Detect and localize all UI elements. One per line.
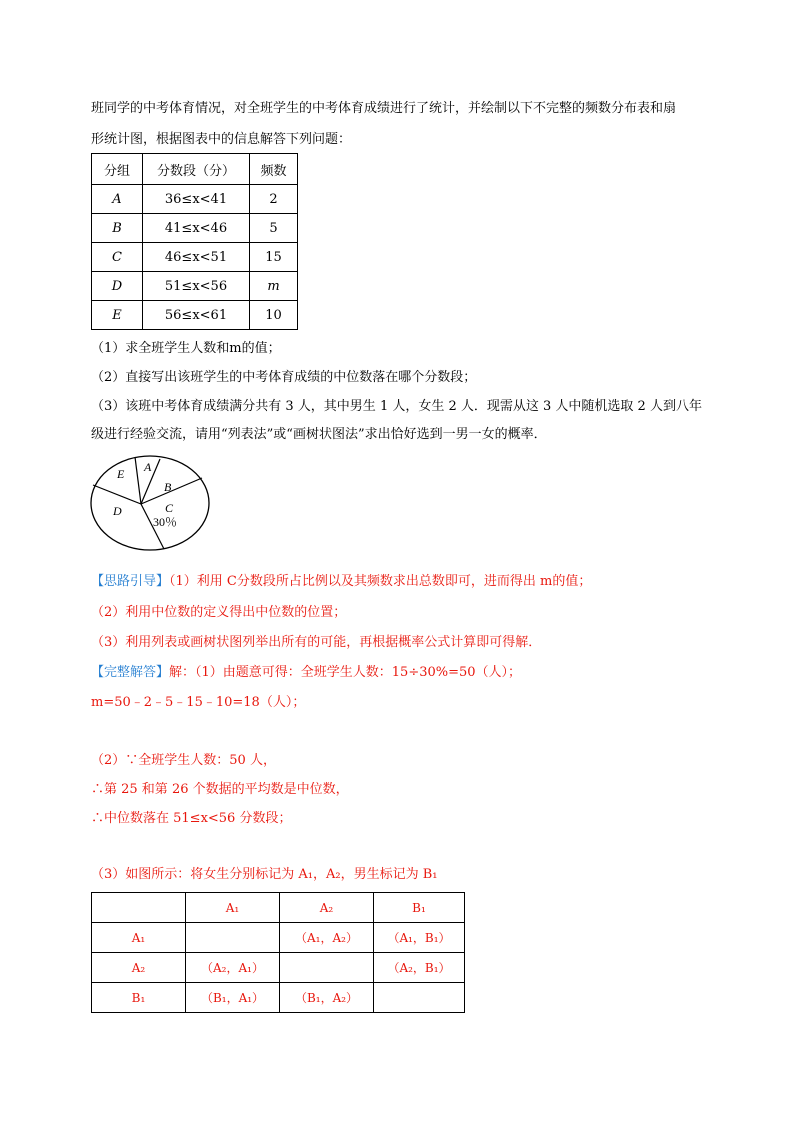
hint-line-1 xyxy=(91,573,591,591)
table-cell: （A₁，B₁） xyxy=(374,923,465,953)
range-cell: 41≤x<46 xyxy=(143,214,250,243)
group-cell: A xyxy=(92,185,143,214)
table-cell: B₁ xyxy=(92,983,186,1013)
answer-part3-line-1: （3）如图所示：将女生分别标记为 A₁，A₂，男生标记为 B₁ xyxy=(91,867,438,882)
table-cell xyxy=(374,983,465,1013)
pie-label-c-percent: 30％ xyxy=(153,515,178,529)
range-cell: 46≤x<51 xyxy=(143,243,250,272)
table-cell: （B₁，A₂） xyxy=(280,983,374,1013)
header-cell: 分组 xyxy=(92,154,143,185)
hint-line-2: （2）利用中位数的定义得出中位数的位置； xyxy=(91,605,347,620)
question-1: （1）求全班学生人数和m的值； xyxy=(91,341,281,356)
question-3-line-2: 级进行经验交流，请用“列表法”或“画树状图法”求出恰好选到一男一女的概率． xyxy=(91,427,547,442)
header-cell: A₂ xyxy=(280,893,374,923)
answer-table xyxy=(91,892,465,1013)
header-cell: 频数 xyxy=(250,154,298,185)
count-cell: 5 xyxy=(250,214,298,243)
table-cell: （A₂，A₁） xyxy=(186,953,280,983)
pie-label-a: A xyxy=(144,460,152,474)
header-cell: B₁ xyxy=(374,893,465,923)
answer-line-2: m=50﹣2﹣5﹣15﹣10=18（人）； xyxy=(91,695,306,710)
pie-label-c: C xyxy=(165,501,174,515)
answer-tag: 【完整解答】 xyxy=(91,665,170,680)
group-cell: C xyxy=(92,243,143,272)
table-cell xyxy=(280,953,374,983)
count-cell: 15 xyxy=(250,243,298,272)
question-3-line-1: （3）该班中考体育成绩满分共有 3 人，其中男生 1 人，女生 2 人．现需从这 3 人中随机选取 2 人到八年 xyxy=(91,399,702,414)
group-cell: D xyxy=(92,272,143,301)
count-cell: 10 xyxy=(250,301,298,330)
table-cell: A₂ xyxy=(92,953,186,983)
answer-part2-line-1: （2）∵全班学生人数：50 人， xyxy=(91,753,276,768)
table-cell: （A₂，B₁） xyxy=(374,953,465,983)
table-header-row xyxy=(92,154,298,185)
group-cell: B xyxy=(92,214,143,243)
table-header-row xyxy=(92,893,465,923)
table-row xyxy=(92,272,298,301)
range-cell: 51≤x<56 xyxy=(143,272,250,301)
table-cell: （B₁，A₁） xyxy=(186,983,280,1013)
table-cell: （A₁，A₂） xyxy=(280,923,374,953)
range-cell: 36≤x<41 xyxy=(143,185,250,214)
table-cell xyxy=(186,923,280,953)
question-2: （2）直接写出该班学生的中考体育成绩的中位数落在哪个分数段； xyxy=(91,370,477,385)
table-row xyxy=(92,301,298,330)
intro-line-1: 班同学的中考体育情况，对全班学生的中考体育成绩进行了统计，并绘制以下不完整的频数分布表和扇 xyxy=(91,101,677,116)
intro-line-2: 形统计图，根据图表中的信息解答下列问题： xyxy=(91,132,352,147)
pie-divider-ea xyxy=(135,457,141,504)
range-cell: 56≤x<61 xyxy=(143,301,250,330)
pie-label-b: B xyxy=(164,480,172,494)
pie-label-d: D xyxy=(113,504,122,518)
header-cell: 分数段（分） xyxy=(143,154,250,185)
table-row xyxy=(92,185,298,214)
hint-line-3: （3）利用列表或画树状图列举出所有的可能，再根据概率公式计算即可得解． xyxy=(91,635,542,650)
table-row xyxy=(92,214,298,243)
table-row xyxy=(92,923,465,953)
count-cell: 2 xyxy=(250,185,298,214)
pie-label-e: E xyxy=(117,467,125,481)
answer-text-1: 解：（1）由题意可得：全班学生人数：15÷30%=50（人）； xyxy=(169,665,522,680)
table-row xyxy=(92,243,298,272)
answer-part2-line-3: ∴中位数落在 51≤x<56 分数段； xyxy=(91,811,292,826)
group-cell: E xyxy=(92,301,143,330)
answer-part2-line-2: ∴第 25 和第 26 个数据的平均数是中位数， xyxy=(91,782,349,797)
header-cell xyxy=(92,893,186,923)
answer-line-1 xyxy=(91,664,521,682)
table-cell: A₁ xyxy=(92,923,186,953)
frequency-table xyxy=(91,153,298,330)
hint-tag: 【思路引导】 xyxy=(91,574,170,589)
table-row xyxy=(92,953,465,983)
pie-diagram xyxy=(88,455,218,555)
table-row xyxy=(92,983,465,1013)
count-cell: m xyxy=(250,272,298,301)
header-cell: A₁ xyxy=(186,893,280,923)
pie-divider-de xyxy=(93,485,141,504)
hint-text-1: （1）利用 C分数段所占比例以及其频数求出总数即可，进而得出 m的值； xyxy=(169,574,592,589)
